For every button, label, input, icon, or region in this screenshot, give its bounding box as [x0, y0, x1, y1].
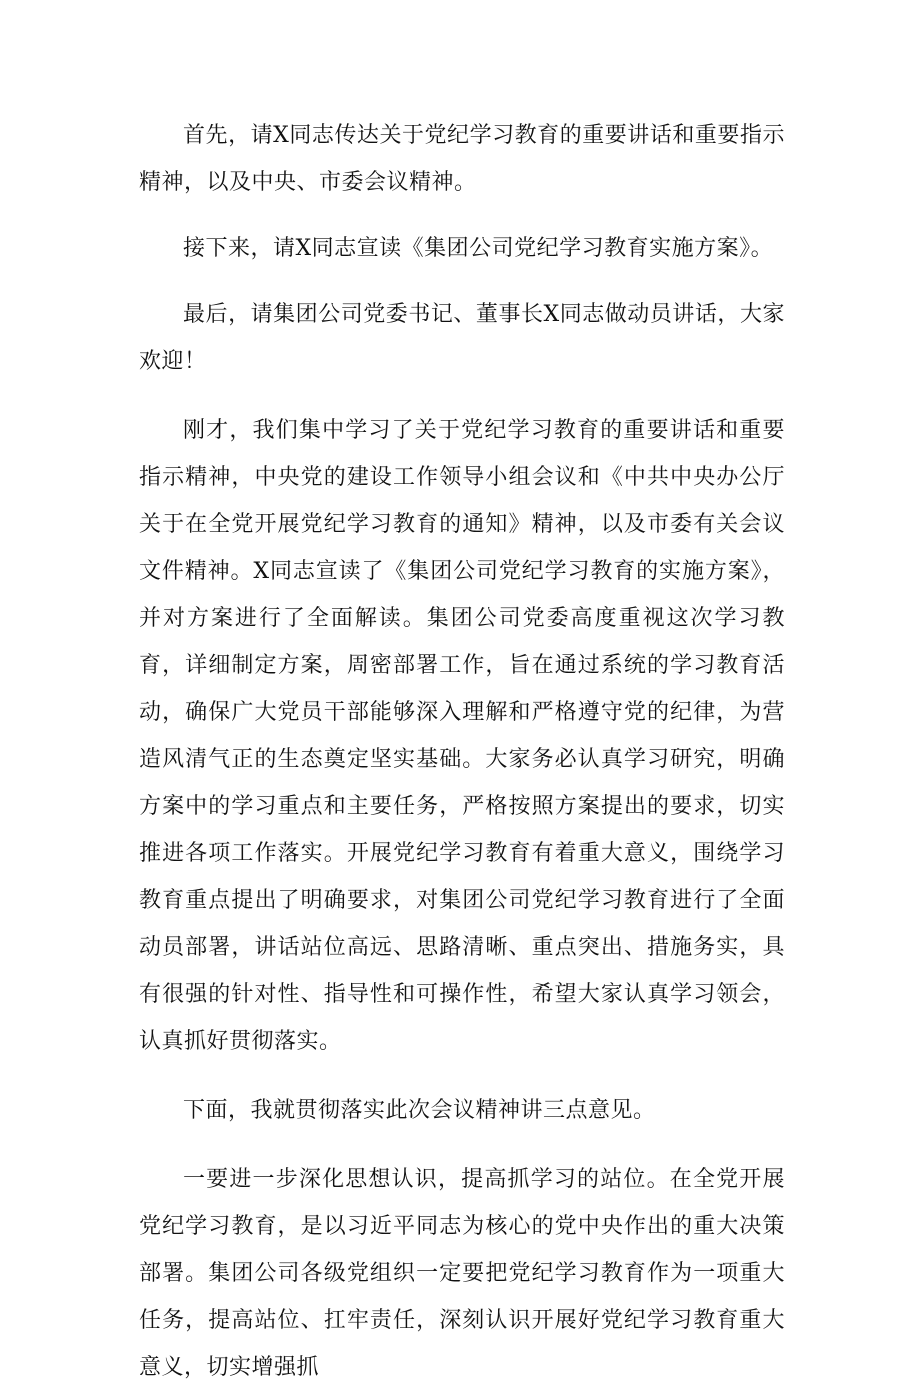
paragraph-intro-first: 首先，请X同志传达关于党纪学习教育的重要讲话和重要指示精神，以及中央、市委会议精神。	[139, 123, 785, 195]
paragraph-intro-next: 接下来，请X同志宣读《集团公司党纪学习教育实施方案》。	[183, 236, 774, 261]
paragraph-transition: 下面，我就贯彻落实此次会议精神讲三点意见。	[183, 1098, 656, 1123]
paragraph-intro-last: 最后，请集团公司党委书记、董事长X同志做动员讲话，大家欢迎！	[139, 302, 785, 374]
paragraph-point-one: 一要进一步深化思想认识，提高抓学习的站位。在全党开展党纪学习教育，是以习近平同志为核心的党中央作出的重大决策部署。集团公司各级党组织一定要把党纪学习教育作为一项重大任务，提高站位、扛牢责任，深刻认识开展好党纪学习教育重大意义，切实增强抓	[139, 1167, 785, 1380]
document-body	[139, 112, 785, 1391]
paragraph-summary: 刚才，我们集中学习了关于党纪学习教育的重要讲话和重要指示精神，中央党的建设工作领导小组会议和《中共中央办公厅关于在全党开展党纪学习教育的通知》精神，以及市委有关会议文件精神。X同志宣读了《集团公司党纪学习教育的实施方案》，并对方案进行了全面解读。集团公司党委高度重视这次学习教育，详细制定方案，周密部署工作，旨在通过系统的学习教育活动，确保广大党员干部能够深入理解和严格遵守党的纪律，为营造风清气正的生态奠定坚实基础。大家务必认真学习研究，明确方案中的学习重点和主要任务，严格按照方案提出的要求，切实推进各项工作落实。开展党纪学习教育有着重大意义，围绕学习教育重点提出了明确要求，对集团公司党纪学习教育进行了全面动员部署，讲话站位高远、思路清晰、重点突出、措施务实，具有很强的针对性、指导性和可操作性，希望大家认真学习领会，认真抓好贯彻落实。	[139, 418, 785, 1054]
